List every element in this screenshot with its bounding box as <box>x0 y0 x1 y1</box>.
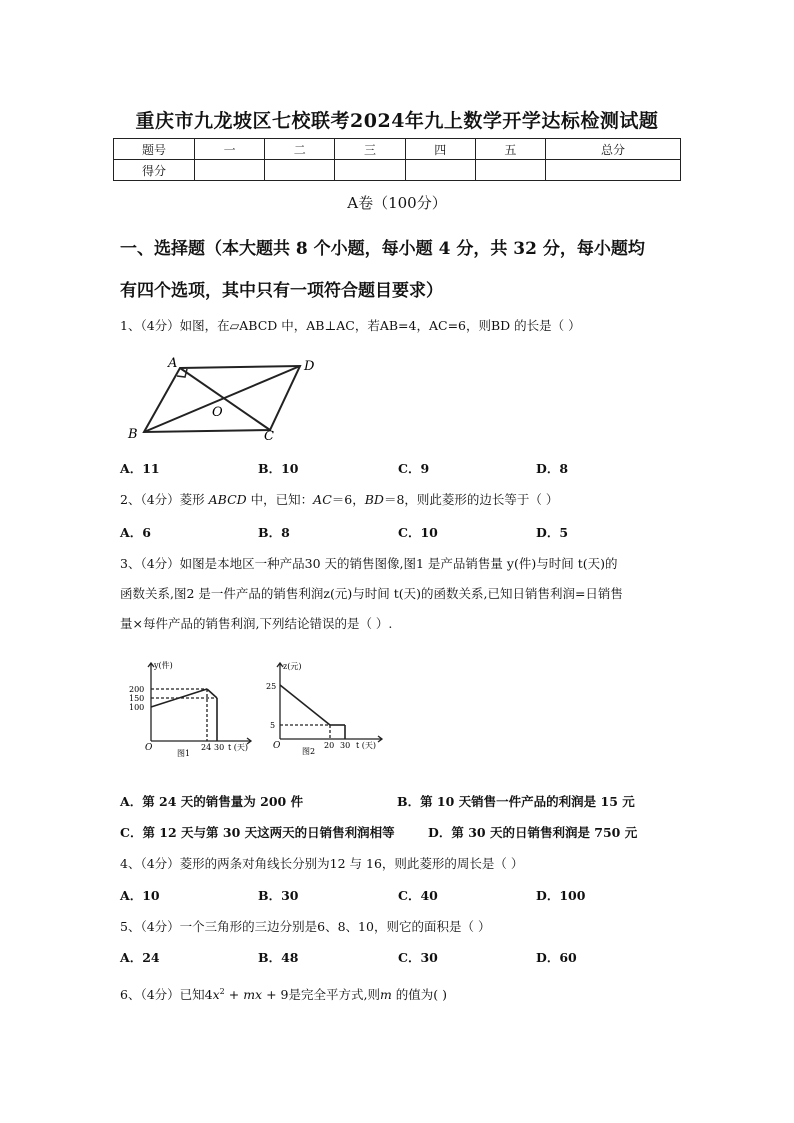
q6-text-pre: 6、（4分）已知 <box>120 987 205 1002</box>
q5-option-d[interactable]: D．60 <box>536 950 577 965</box>
fig2-tick-5: 5 <box>270 721 276 730</box>
fig2-origin: O <box>273 741 281 751</box>
score-col-3: 三 <box>335 139 405 160</box>
q5-option-a[interactable]: A．24 <box>120 950 160 965</box>
exam-title: 重庆市九龙坡区七校联考2024年九上数学开学达标检测试题 <box>135 110 659 132</box>
fig1-tick-100: 100 <box>129 703 145 712</box>
score-row-label: 得分 <box>114 160 195 181</box>
q3-option-c[interactable]: C．第 12 天与第 30 天这两天的日销售利润相等 <box>120 825 395 840</box>
q6-expr-plus9: + 9 <box>262 987 289 1002</box>
q6-text-post: 的值为( ) <box>391 987 448 1002</box>
score-header-label: 题号 <box>114 139 195 160</box>
q2-text-mid: 中，已知： <box>250 492 314 507</box>
q5-option-c[interactable]: C．30 <box>398 950 438 965</box>
q1-option-a[interactable]: A．11 <box>120 461 160 476</box>
part1-heading-line1: 一、选择题（本大题共 8 个小题，每小题 4 分，共 32 分，每小题均 <box>120 239 645 259</box>
q4-option-b[interactable]: B．30 <box>258 888 299 903</box>
score-table-header-row <box>114 139 681 160</box>
q4-option-d[interactable]: D．100 <box>536 888 586 903</box>
score-col-4: 四 <box>405 139 475 160</box>
q6-var-m: m <box>379 987 392 1002</box>
fig2-tick-25: 25 <box>266 682 277 691</box>
q2-var-abcd: ABCD <box>208 492 247 507</box>
label-b: B <box>128 427 138 442</box>
q4-text: 4、（4分）菱形的两条对角线长分别为12 与 16，则此菱形的周长是（ ） <box>120 856 524 871</box>
label-o: O <box>212 405 223 420</box>
fig2-caption: 图2 <box>302 747 316 756</box>
diagonal-bd <box>144 366 300 432</box>
fig1-tick-30: 30 <box>214 743 225 752</box>
fig2-tick-30: 30 <box>340 741 351 750</box>
fig1-tick-24: 24 <box>201 743 212 752</box>
q1-option-d[interactable]: D．8 <box>536 461 569 476</box>
score-cell <box>335 160 405 181</box>
q1-option-c[interactable]: C．9 <box>398 461 430 476</box>
q3-figure2-profit-chart <box>262 657 392 757</box>
label-c: C <box>264 429 274 444</box>
fig1-line-fall <box>207 689 217 698</box>
q6-text-mid: 是完全平方式,则 <box>288 987 380 1002</box>
q5-option-b[interactable]: B．48 <box>258 950 299 965</box>
q6-expr-mx: mx <box>243 987 263 1002</box>
score-col-1: 一 <box>195 139 265 160</box>
q1-parallelogram-figure <box>120 352 330 444</box>
score-cell <box>475 160 545 181</box>
q3-line2: 函数关系,图2 是一件产品的销售利润z(元)与时间 t(天)的函数关系,已知日销售利润=日销售 <box>120 586 623 601</box>
fig1-tick-150: 150 <box>129 694 145 703</box>
score-col-2: 二 <box>265 139 335 160</box>
q6-expr-x: x <box>212 987 220 1002</box>
q6-expr-coef: 4 <box>204 987 213 1002</box>
q2-text-mid2: ＝6， <box>331 492 365 507</box>
q2-var-bd: BD <box>364 492 384 507</box>
score-col-5: 五 <box>475 139 545 160</box>
q2-option-b[interactable]: B．8 <box>258 525 290 540</box>
score-cell <box>265 160 335 181</box>
fig1-x-label: t (天) <box>228 743 248 752</box>
q2-option-a[interactable]: A．6 <box>120 525 151 540</box>
q3-line3: 量×每件产品的销售利润,下列结论错误的是（ ）. <box>120 616 393 631</box>
label-a: A <box>168 356 178 371</box>
section-a-title: A卷（100分） <box>347 194 447 212</box>
fig2-x-label: t (天) <box>356 741 376 750</box>
q2-option-d[interactable]: D．5 <box>536 525 569 540</box>
fig1-tick-200: 200 <box>129 685 145 694</box>
q6-expr-plus1: + <box>224 987 244 1002</box>
diagonal-ac <box>180 368 270 430</box>
q5-text: 5、（4分）一个三角形的三边分别是6、8、10，则它的面积是（ ） <box>120 919 491 934</box>
score-cell <box>546 160 681 181</box>
fig2-tick-20: 20 <box>324 741 335 750</box>
fig1-y-label: y(件) <box>154 661 173 670</box>
label-d: D <box>304 359 315 374</box>
q2-var-ac: AC <box>313 492 332 507</box>
fig1-caption: 图1 <box>177 749 191 757</box>
q4-option-c[interactable]: C．40 <box>398 888 438 903</box>
fig1-origin: O <box>145 743 153 753</box>
q4-option-a[interactable]: A．10 <box>120 888 160 903</box>
score-col-total: 总分 <box>546 139 681 160</box>
score-cell <box>195 160 265 181</box>
part1-heading-line2: 有四个选项，其中只有一项符合题目要求） <box>120 281 443 301</box>
q3-option-b[interactable]: B．第 10 天销售一件产品的利润是 15 元 <box>397 794 635 809</box>
score-table-score-row <box>114 160 681 181</box>
q3-line1: 3、（4分）如图是本地区一种产品30 天的销售图像,图1 是产品销售量 y(件)与时间 t(天)的 <box>120 556 618 571</box>
q6-expr-exponent: 2 <box>219 986 225 996</box>
q3-option-a[interactable]: A．第 24 天的销售量为 200 件 <box>120 794 304 809</box>
fig2-y-label: z(元) <box>283 662 302 671</box>
q3-option-d[interactable]: D．第 30 天的日销售利润是 750 元 <box>428 825 638 840</box>
q3-figure1-sales-chart <box>125 657 255 757</box>
q2-text <box>120 490 558 508</box>
q2-text-pre: 2、（4分）菱形 <box>120 492 205 507</box>
q6-text <box>120 985 447 1003</box>
score-table <box>113 138 681 181</box>
q1-option-b[interactable]: B．10 <box>258 461 299 476</box>
score-cell <box>405 160 475 181</box>
q2-text-post: ＝8，则此菱形的边长等于（ ） <box>383 492 559 507</box>
fig2-line-fall <box>280 685 330 725</box>
q1-text: 1、（4分）如图，在▱ABCD 中，AB⊥AC，若AB=4，AC=6，则BD 的长是（ ） <box>120 318 581 333</box>
q2-option-c[interactable]: C．10 <box>398 525 438 540</box>
